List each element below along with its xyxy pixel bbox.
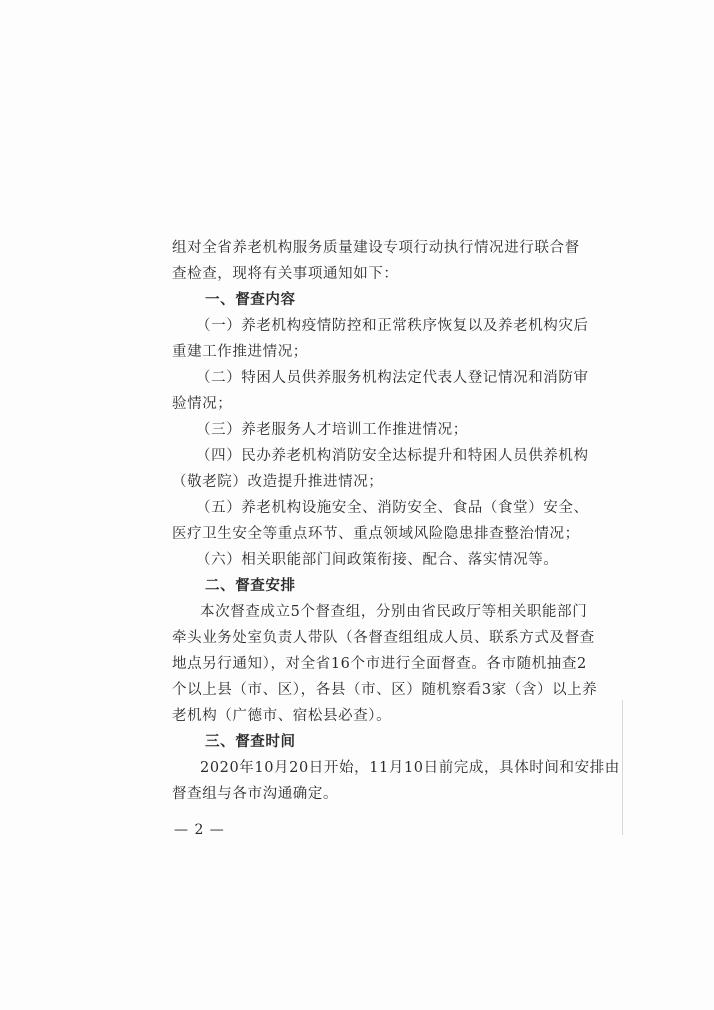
body-line-12: 医疗卫生安全等重点环节、重点领域风险隐患排查整治情况； bbox=[172, 526, 580, 542]
body-line-7: 验情况； bbox=[172, 396, 233, 412]
body-line-1: 组对全省养老机构服务质量建设专项行动执行情况进行联合督 bbox=[172, 240, 580, 256]
body-line-22: 督查组与各市沟通确定。 bbox=[172, 786, 339, 802]
body-line-19: 老机构（广德市、宿松县必查）。 bbox=[172, 708, 392, 724]
body-line-9: （四）民办养老机构消防安全达标提升和特困人员供养机构 bbox=[196, 448, 589, 464]
body-line-4: （一）养老机构疫情防控和正常秩序恢复以及养老机构灾后 bbox=[196, 318, 589, 334]
body-line-10: （敬老院）改造提升推进情况； bbox=[172, 474, 384, 490]
body-line-6: （二）特困人员供养服务机构法定代表人登记情况和消防审 bbox=[196, 370, 589, 386]
body-line-13: （六）相关职能部门间政策衔接、配合、落实情况等。 bbox=[196, 552, 559, 568]
body-line-21: 2020年10月20日开始，11月10日前完成，具体时间和安排由 bbox=[200, 760, 620, 776]
body-line-18: 个以上县（市、区），各县（市、区）随机察看3家（含）以上养 bbox=[172, 682, 598, 698]
page-number: — 2 — bbox=[174, 822, 225, 838]
section-heading-1: 一、督查内容 bbox=[205, 291, 296, 308]
body-line-17: 地点另行通知），对全省16个市进行全面督查。各市随机抽查2 bbox=[172, 656, 587, 672]
body-line-16: 牵头业务处室负责人带队（各督查组组成人员、联系方式及督查 bbox=[172, 630, 595, 646]
body-line-8: （三）养老服务人才培训工作推进情况； bbox=[196, 422, 468, 438]
body-line-2: 查检查，现将有关事项通知如下： bbox=[172, 266, 399, 282]
section-heading-2: 二、督查安排 bbox=[205, 577, 296, 594]
body-line-5: 重建工作推进情况； bbox=[172, 344, 308, 360]
section-heading-3: 三、督查时间 bbox=[205, 733, 296, 750]
body-line-11: （五）养老机构设施安全、消防安全、食品（食堂）安全、 bbox=[196, 500, 589, 516]
body-line-15: 本次督查成立5个督查组，分别由省民政厅等相关职能部门 bbox=[200, 604, 588, 620]
scan-edge-line bbox=[622, 700, 623, 835]
